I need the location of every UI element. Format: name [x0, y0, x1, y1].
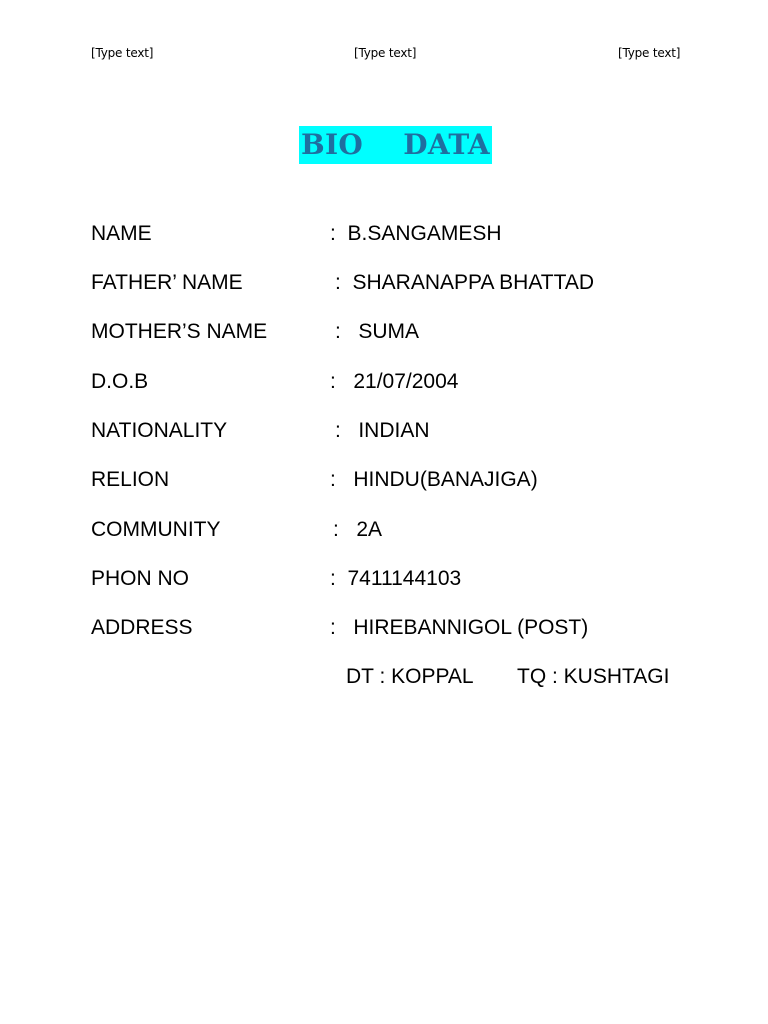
field-label: NATIONALITY: [91, 419, 228, 442]
field-label: MOTHER’S NAME: [91, 320, 268, 343]
field-value: : 7411144103: [330, 567, 462, 590]
field-row-address: [0, 616, 768, 646]
field-row-community: [0, 518, 768, 548]
field-row-religion: [0, 468, 768, 498]
field-label: PHON NO: [91, 567, 190, 590]
field-label: FATHER’ NAME: [91, 271, 243, 294]
field-row-nationality: [0, 419, 768, 449]
field-label: D.O.B: [91, 370, 149, 393]
field-value: : INDIAN: [335, 419, 430, 442]
field-value: : 2A: [333, 518, 383, 541]
field-row-mother-name: [0, 320, 768, 350]
field-row-name: [0, 222, 768, 252]
page-title: BIO DATA: [299, 126, 492, 164]
field-label: ADDRESS: [91, 616, 193, 639]
header-left-placeholder: [Type text]: [91, 46, 154, 60]
field-value: : 21/07/2004: [330, 370, 459, 393]
field-label: NAME: [91, 222, 152, 245]
field-label: RELION: [91, 468, 170, 491]
field-value: : B.SANGAMESH: [330, 222, 502, 245]
address-taluk: TQ : KUSHTAGI: [517, 665, 670, 688]
field-value: : HINDU(BANAJIGA): [330, 468, 538, 491]
header-center-placeholder: [Type text]: [354, 46, 417, 60]
header-right-placeholder: [Type text]: [618, 46, 681, 60]
field-row-dob: [0, 370, 768, 400]
address-district: DT : KOPPAL: [346, 665, 474, 688]
field-value: : SHARANAPPA BHATTAD: [335, 271, 595, 294]
field-label: COMMUNITY: [91, 518, 221, 541]
field-row-father-name: [0, 271, 768, 301]
field-value: : HIREBANNIGOL (POST): [330, 616, 589, 639]
field-value: : SUMA: [335, 320, 420, 343]
field-row-phone: [0, 567, 768, 597]
